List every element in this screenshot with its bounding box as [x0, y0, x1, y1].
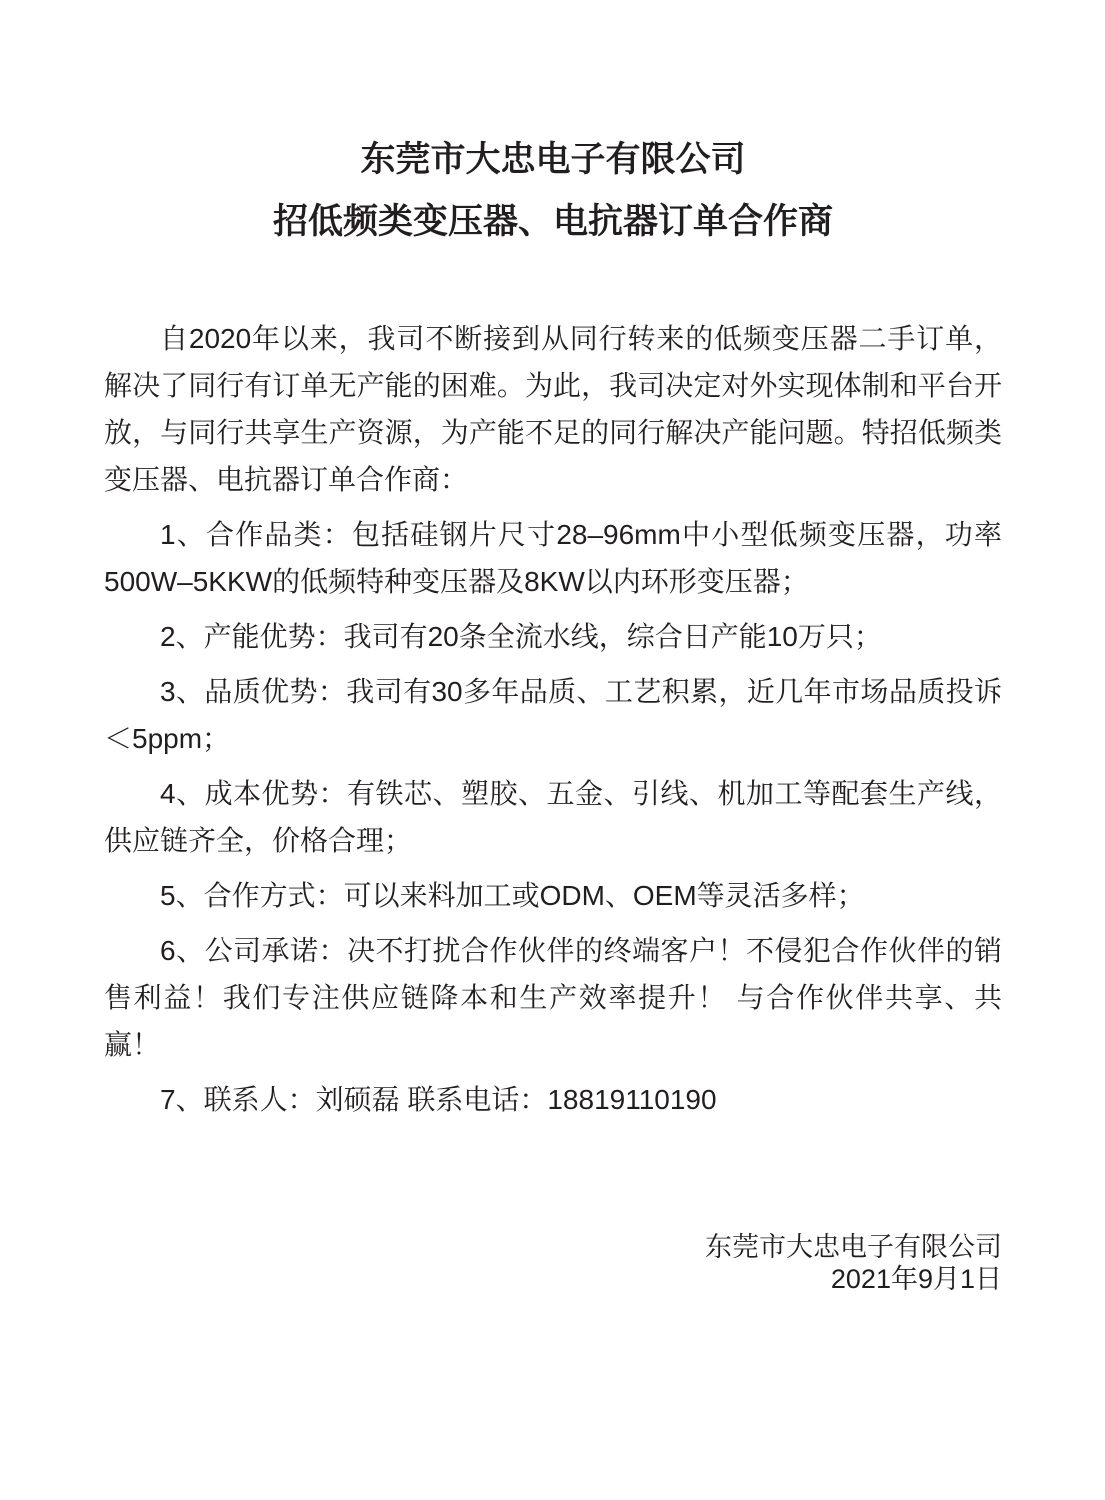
signature-block: [104, 1231, 1002, 1295]
list-item-2-capacity-advantage: 2、产能优势：我司有20条全流水线，综合日产能10万只；: [160, 621, 882, 652]
doc-body: [104, 315, 1002, 1123]
intro-paragraph: 自2020年以来，我司不断接到从同行转来的低频变压器二手订单，解决了同行有订单无产能的困难。为此，我司决定对外实现体制和平台开放，与同行共享生产资源，为产能不足的同行解决产能问题。特招低频类变压器、电抗器订单合作商：: [104, 323, 1002, 495]
doc-title-subject: 招低频类变压器、电抗器订单合作商: [272, 202, 833, 241]
signature-company-line: 东莞市大忠电子有限公司: [705, 1232, 1002, 1262]
list-item-3-quality-advantage: 3、品质优势：我司有30多年品质、工艺积累，近几年市场品质投诉＜5ppm；: [104, 676, 1002, 754]
doc-title-company: 东莞市大忠电子有限公司: [360, 140, 746, 179]
signature-date-line: 2021年9月1日: [830, 1264, 1002, 1294]
list-item-4-cost-advantage: 4、成本优势：有铁芯、塑胶、五金、引线、机加工等配套生产线，供应链齐全，价格合理；: [104, 778, 1002, 856]
list-item-6-company-promise: 6、公司承诺：决不打扰合作伙伴的终端客户！不侵犯合作伙伴的销售利益！我们专注供应链降本和生产效率提升！ 与合作伙伴共享、共赢！: [104, 935, 1002, 1060]
list-item-1-cooperation-categories: 1、合作品类：包括硅钢片尺寸28–96mm中小型低频变压器，功率500W–5KKW的低频特种变压器及8KW以内环形变压器；: [104, 519, 1002, 597]
list-item-7-contact-info: 7、联系人：刘硕磊 联系电话：18819110190: [160, 1084, 717, 1115]
list-item-5-cooperation-mode: 5、合作方式：可以来料加工或ODM、OEM等灵活多样；: [160, 880, 865, 911]
